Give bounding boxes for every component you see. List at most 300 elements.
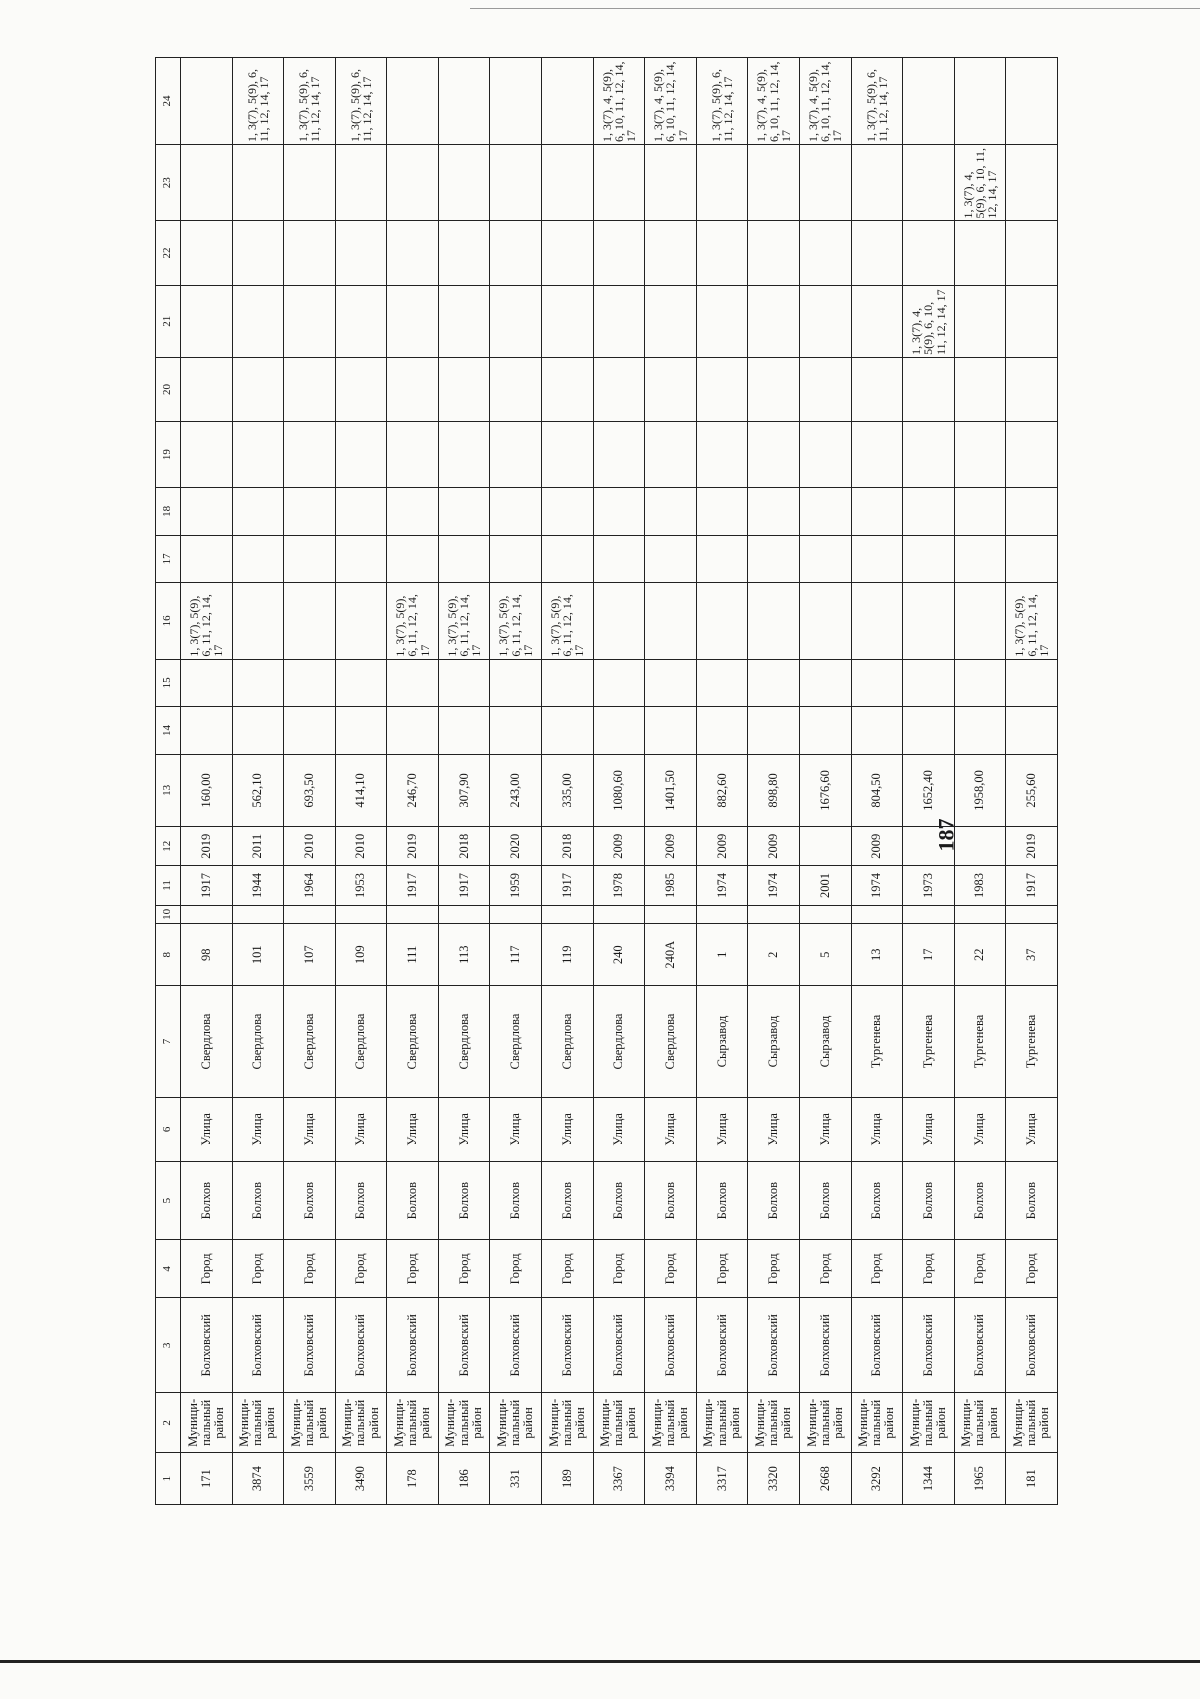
cell-c18 (799, 488, 851, 536)
cell-c20 (335, 357, 387, 421)
column-number-header: 3 (156, 1298, 181, 1393)
cell-c11: 1917 (542, 866, 594, 905)
cell-c5: Болхов (799, 1161, 851, 1240)
cell-c16: 1, 3(7), 5(9), 6, 11, 12, 14, 17 (1006, 583, 1058, 659)
cell-c2: Муници-пальный район (438, 1393, 490, 1453)
cell-c22 (181, 221, 233, 285)
cell-c8: 13 (851, 924, 903, 986)
cell-c6: Улица (748, 1097, 800, 1161)
cell-c22 (438, 221, 490, 285)
cell-c3: Болховский (284, 1298, 336, 1393)
cell-c11: 1985 (645, 866, 697, 905)
cell-c17 (232, 535, 284, 583)
cell-c18 (645, 488, 697, 536)
cell-c13: 246,70 (387, 754, 439, 826)
cell-c23 (387, 145, 439, 221)
cell-c18 (232, 488, 284, 536)
cell-c14 (748, 707, 800, 755)
cell-c15 (851, 659, 903, 707)
table-row (542, 58, 594, 1505)
table-row (954, 58, 1006, 1505)
cell-c24 (542, 58, 594, 145)
cell-c7: Тургенева (903, 986, 955, 1098)
cell-c14 (284, 707, 336, 755)
cell-c13: 414,10 (335, 754, 387, 826)
cell-c1: 331 (490, 1453, 542, 1505)
cell-c15 (954, 659, 1006, 707)
cell-c11: 1944 (232, 866, 284, 905)
cell-c19 (851, 421, 903, 487)
cell-c17 (1006, 535, 1058, 583)
cell-c6: Улица (696, 1097, 748, 1161)
column-number-header: 15 (156, 659, 181, 707)
cell-c4: Город (645, 1240, 697, 1298)
cell-c15 (438, 659, 490, 707)
page-number: 187 (933, 818, 959, 852)
cell-c18 (490, 488, 542, 536)
cell-c24 (903, 58, 955, 145)
cell-c14 (593, 707, 645, 755)
cell-c13: 898,80 (748, 754, 800, 826)
cell-c10 (284, 905, 336, 924)
cell-c16: 1, 3(7), 5(9), 6, 11, 12, 14, 17 (490, 583, 542, 659)
cell-c22 (696, 221, 748, 285)
cell-c17 (284, 535, 336, 583)
cell-c6: Улица (903, 1097, 955, 1161)
cell-c2: Муници-пальный район (954, 1393, 1006, 1453)
cell-c15 (181, 659, 233, 707)
cell-c16 (593, 583, 645, 659)
cell-c10 (438, 905, 490, 924)
cell-c3: Болховский (645, 1298, 697, 1393)
cell-c19 (1006, 421, 1058, 487)
cell-c11: 1917 (1006, 866, 1058, 905)
cell-c24: 1, 3(7), 5(9), 6, 11, 12, 14, 17 (232, 58, 284, 145)
cell-c19 (799, 421, 851, 487)
cell-c3: Болховский (542, 1298, 594, 1393)
cell-c20 (748, 357, 800, 421)
cell-c6: Улица (799, 1097, 851, 1161)
cell-c23 (181, 145, 233, 221)
cell-c1: 186 (438, 1453, 490, 1505)
cell-c8: 101 (232, 924, 284, 986)
cell-c20 (696, 357, 748, 421)
cell-c10 (1006, 905, 1058, 924)
cell-c15 (232, 659, 284, 707)
register-table-body (156, 58, 1058, 1505)
cell-c22 (1006, 221, 1058, 285)
cell-c21 (438, 285, 490, 357)
cell-c13: 1676,60 (799, 754, 851, 826)
cell-c14 (181, 707, 233, 755)
cell-c1: 3559 (284, 1453, 336, 1505)
cell-c23 (232, 145, 284, 221)
cell-c2: Муници-пальный район (645, 1393, 697, 1453)
cell-c11: 1917 (387, 866, 439, 905)
cell-c17 (438, 535, 490, 583)
cell-c11: 1959 (490, 866, 542, 905)
column-number-header: 8 (156, 924, 181, 986)
column-number-header: 24 (156, 58, 181, 145)
cell-c23 (799, 145, 851, 221)
cell-c10 (903, 905, 955, 924)
cell-c4: Город (284, 1240, 336, 1298)
cell-c19 (696, 421, 748, 487)
cell-c16 (335, 583, 387, 659)
cell-c13: 1958,00 (954, 754, 1006, 826)
cell-c21 (593, 285, 645, 357)
cell-c17 (903, 535, 955, 583)
cell-c5: Болхов (387, 1161, 439, 1240)
cell-c20 (645, 357, 697, 421)
cell-c5: Болхов (593, 1161, 645, 1240)
cell-c3: Болховский (903, 1298, 955, 1393)
cell-c10 (645, 905, 697, 924)
cell-c21 (748, 285, 800, 357)
cell-c12: 2009 (696, 827, 748, 866)
column-number-header: 6 (156, 1097, 181, 1161)
cell-c23 (284, 145, 336, 221)
cell-c3: Болховский (490, 1298, 542, 1393)
cell-c16: 1, 3(7), 5(9), 6, 11, 12, 14, 17 (181, 583, 233, 659)
cell-c1: 3317 (696, 1453, 748, 1505)
cell-c7: Свердлова (593, 986, 645, 1098)
cell-c1: 189 (542, 1453, 594, 1505)
cell-c21 (335, 285, 387, 357)
table-row (748, 58, 800, 1505)
cell-c12: 2010 (335, 827, 387, 866)
cell-c11: 1917 (181, 866, 233, 905)
cell-c22 (335, 221, 387, 285)
cell-c6: Улица (645, 1097, 697, 1161)
cell-c14 (851, 707, 903, 755)
cell-c7: Тургенева (1006, 986, 1058, 1098)
cell-c4: Город (438, 1240, 490, 1298)
cell-c4: Город (851, 1240, 903, 1298)
cell-c18 (748, 488, 800, 536)
cell-c14 (1006, 707, 1058, 755)
cell-c11: 1974 (851, 866, 903, 905)
cell-c14 (438, 707, 490, 755)
cell-c8: 17 (903, 924, 955, 986)
cell-c10 (387, 905, 439, 924)
cell-c23 (851, 145, 903, 221)
cell-c8: 111 (387, 924, 439, 986)
cell-c7: Свердлова (387, 986, 439, 1098)
cell-c2: Муници-пальный район (335, 1393, 387, 1453)
cell-c20 (593, 357, 645, 421)
cell-c5: Болхов (1006, 1161, 1058, 1240)
cell-c12 (954, 827, 1006, 866)
cell-c4: Город (335, 1240, 387, 1298)
cell-c10 (954, 905, 1006, 924)
cell-c19 (748, 421, 800, 487)
cell-c13: 160,00 (181, 754, 233, 826)
cell-c11: 1973 (903, 866, 955, 905)
cell-c6: Улица (387, 1097, 439, 1161)
cell-c21: 1, 3(7), 4, 5(9), 6, 10, 11, 12, 14, 17 (903, 285, 955, 357)
cell-c10 (748, 905, 800, 924)
cell-c21 (696, 285, 748, 357)
cell-c22 (954, 221, 1006, 285)
cell-c19 (181, 421, 233, 487)
cell-c16 (954, 583, 1006, 659)
cell-c17 (593, 535, 645, 583)
cell-c23 (438, 145, 490, 221)
column-number-header: 1 (156, 1453, 181, 1505)
cell-c5: Болхов (284, 1161, 336, 1240)
cell-c8: 1 (696, 924, 748, 986)
cell-c3: Болховский (335, 1298, 387, 1393)
cell-c24: 1, 3(7), 4, 5(9), 6, 10, 11, 12, 14, 17 (593, 58, 645, 145)
cell-c13: 882,60 (696, 754, 748, 826)
column-number-row (156, 58, 181, 1505)
cell-c20 (438, 357, 490, 421)
cell-c24 (490, 58, 542, 145)
cell-c2: Муници-пальный район (593, 1393, 645, 1453)
cell-c12: 2010 (284, 827, 336, 866)
cell-c12: 2009 (593, 827, 645, 866)
cell-c3: Болховский (438, 1298, 490, 1393)
cell-c14 (954, 707, 1006, 755)
cell-c3: Болховский (799, 1298, 851, 1393)
cell-c23 (542, 145, 594, 221)
cell-c16 (645, 583, 697, 659)
cell-c17 (851, 535, 903, 583)
cell-c12: 2018 (438, 827, 490, 866)
cell-c23: 1, 3(7), 4, 5(9), 6, 10, 11, 12, 14, 17 (954, 145, 1006, 221)
cell-c21 (232, 285, 284, 357)
cell-c15 (645, 659, 697, 707)
cell-c7: Свердлова (232, 986, 284, 1098)
cell-c22 (851, 221, 903, 285)
cell-c20 (851, 357, 903, 421)
cell-c7: Тургенева (954, 986, 1006, 1098)
cell-c13: 1652,40 (903, 754, 955, 826)
cell-c15 (696, 659, 748, 707)
cell-c1: 181 (1006, 1453, 1058, 1505)
cell-c8: 107 (284, 924, 336, 986)
cell-c23 (645, 145, 697, 221)
cell-c22 (903, 221, 955, 285)
cell-c13: 335,00 (542, 754, 594, 826)
cell-c12 (799, 827, 851, 866)
cell-c24: 1, 3(7), 5(9), 6, 11, 12, 14, 17 (851, 58, 903, 145)
cell-c17 (181, 535, 233, 583)
cell-c16 (696, 583, 748, 659)
cell-c7: Свердлова (181, 986, 233, 1098)
cell-c12: 2009 (645, 827, 697, 866)
cell-c21 (954, 285, 1006, 357)
cell-c18 (954, 488, 1006, 536)
cell-c24 (954, 58, 1006, 145)
cell-c1: 3394 (645, 1453, 697, 1505)
cell-c22 (748, 221, 800, 285)
cell-c3: Болховский (696, 1298, 748, 1393)
cell-c15 (903, 659, 955, 707)
cell-c21 (490, 285, 542, 357)
column-number-header: 18 (156, 488, 181, 536)
scan-edge-bottom (0, 1660, 1200, 1663)
cell-c15 (387, 659, 439, 707)
cell-c14 (696, 707, 748, 755)
cell-c1: 2668 (799, 1453, 851, 1505)
cell-c16: 1, 3(7), 5(9), 6, 11, 12, 14, 17 (438, 583, 490, 659)
cell-c14 (542, 707, 594, 755)
cell-c14 (645, 707, 697, 755)
cell-c10 (490, 905, 542, 924)
column-number-header: 2 (156, 1393, 181, 1453)
cell-c20 (232, 357, 284, 421)
cell-c2: Муници-пальный район (284, 1393, 336, 1453)
cell-c12: 2011 (232, 827, 284, 866)
cell-c5: Болхов (748, 1161, 800, 1240)
cell-c22 (387, 221, 439, 285)
cell-c23 (490, 145, 542, 221)
cell-c16: 1, 3(7), 5(9), 6, 11, 12, 14, 17 (387, 583, 439, 659)
cell-c3: Болховский (232, 1298, 284, 1393)
cell-c7: Свердлова (335, 986, 387, 1098)
table-row (645, 58, 697, 1505)
cell-c3: Болховский (181, 1298, 233, 1393)
cell-c14 (387, 707, 439, 755)
cell-c8: 117 (490, 924, 542, 986)
cell-c4: Город (232, 1240, 284, 1298)
cell-c3: Болховский (954, 1298, 1006, 1393)
cell-c18 (181, 488, 233, 536)
cell-c6: Улица (954, 1097, 1006, 1161)
cell-c6: Улица (851, 1097, 903, 1161)
column-number-header: 16 (156, 583, 181, 659)
cell-c19 (335, 421, 387, 487)
cell-c21 (542, 285, 594, 357)
cell-c6: Улица (335, 1097, 387, 1161)
cell-c2: Муници-пальный район (851, 1393, 903, 1453)
cell-c4: Город (799, 1240, 851, 1298)
cell-c22 (645, 221, 697, 285)
cell-c3: Болховский (1006, 1298, 1058, 1393)
cell-c12: 2009 (851, 827, 903, 866)
cell-c14 (232, 707, 284, 755)
cell-c11: 1974 (748, 866, 800, 905)
cell-c7: Тургенева (851, 986, 903, 1098)
cell-c4: Город (387, 1240, 439, 1298)
table-row (335, 58, 387, 1505)
cell-c1: 178 (387, 1453, 439, 1505)
cell-c5: Болхов (851, 1161, 903, 1240)
cell-c19 (593, 421, 645, 487)
cell-c10 (232, 905, 284, 924)
cell-c11: 1917 (438, 866, 490, 905)
table-row (851, 58, 903, 1505)
column-number-header: 12 (156, 827, 181, 866)
cell-c15 (1006, 659, 1058, 707)
cell-c12: 2019 (181, 827, 233, 866)
cell-c6: Улица (593, 1097, 645, 1161)
cell-c7: Сырзавод (748, 986, 800, 1098)
cell-c17 (954, 535, 1006, 583)
cell-c8: 5 (799, 924, 851, 986)
cell-c7: Свердлова (645, 986, 697, 1098)
cell-c13: 804,50 (851, 754, 903, 826)
cell-c11: 1978 (593, 866, 645, 905)
cell-c13: 255,60 (1006, 754, 1058, 826)
cell-c15 (335, 659, 387, 707)
cell-c20 (181, 357, 233, 421)
cell-c6: Улица (438, 1097, 490, 1161)
cell-c19 (284, 421, 336, 487)
cell-c24 (1006, 58, 1058, 145)
cell-c22 (542, 221, 594, 285)
cell-c21 (1006, 285, 1058, 357)
cell-c21 (387, 285, 439, 357)
cell-c16 (799, 583, 851, 659)
cell-c8: 37 (1006, 924, 1058, 986)
cell-c14 (799, 707, 851, 755)
cell-c17 (335, 535, 387, 583)
cell-c11: 2001 (799, 866, 851, 905)
cell-c7: Свердлова (490, 986, 542, 1098)
cell-c15 (748, 659, 800, 707)
table-row (232, 58, 284, 1505)
cell-c24: 1, 3(7), 4, 5(9), 6, 10, 11, 12, 14, 17 (645, 58, 697, 145)
cell-c6: Улица (181, 1097, 233, 1161)
cell-c18 (387, 488, 439, 536)
cell-c16: 1, 3(7), 5(9), 6, 11, 12, 14, 17 (542, 583, 594, 659)
cell-c22 (490, 221, 542, 285)
cell-c12: 2019 (387, 827, 439, 866)
cell-c8: 119 (542, 924, 594, 986)
cell-c2: Муници-пальный район (181, 1393, 233, 1453)
cell-c13: 307,90 (438, 754, 490, 826)
rotated-table-wrapper (155, 57, 1058, 1505)
column-number-header: 11 (156, 866, 181, 905)
cell-c20 (1006, 357, 1058, 421)
cell-c16 (903, 583, 955, 659)
cell-c22 (232, 221, 284, 285)
cell-c7: Сырзавод (696, 986, 748, 1098)
cell-c21 (181, 285, 233, 357)
cell-c23 (593, 145, 645, 221)
cell-c22 (284, 221, 336, 285)
cell-c11: 1953 (335, 866, 387, 905)
cell-c8: 240А (645, 924, 697, 986)
cell-c16 (748, 583, 800, 659)
cell-c2: Муници-пальный район (696, 1393, 748, 1453)
cell-c23 (748, 145, 800, 221)
cell-c4: Город (954, 1240, 1006, 1298)
cell-c2: Муници-пальный район (490, 1393, 542, 1453)
cell-c10 (335, 905, 387, 924)
table-row (438, 58, 490, 1505)
column-number-header: 23 (156, 145, 181, 221)
cell-c18 (1006, 488, 1058, 536)
cell-c18 (851, 488, 903, 536)
cell-c19 (954, 421, 1006, 487)
cell-c6: Улица (490, 1097, 542, 1161)
cell-c16 (851, 583, 903, 659)
cell-c17 (799, 535, 851, 583)
cell-c18 (335, 488, 387, 536)
cell-c17 (387, 535, 439, 583)
cell-c18 (903, 488, 955, 536)
column-number-header: 19 (156, 421, 181, 487)
column-number-header: 17 (156, 535, 181, 583)
cell-c23 (335, 145, 387, 221)
cell-c17 (490, 535, 542, 583)
cell-c18 (696, 488, 748, 536)
cell-c2: Муници-пальный район (799, 1393, 851, 1453)
